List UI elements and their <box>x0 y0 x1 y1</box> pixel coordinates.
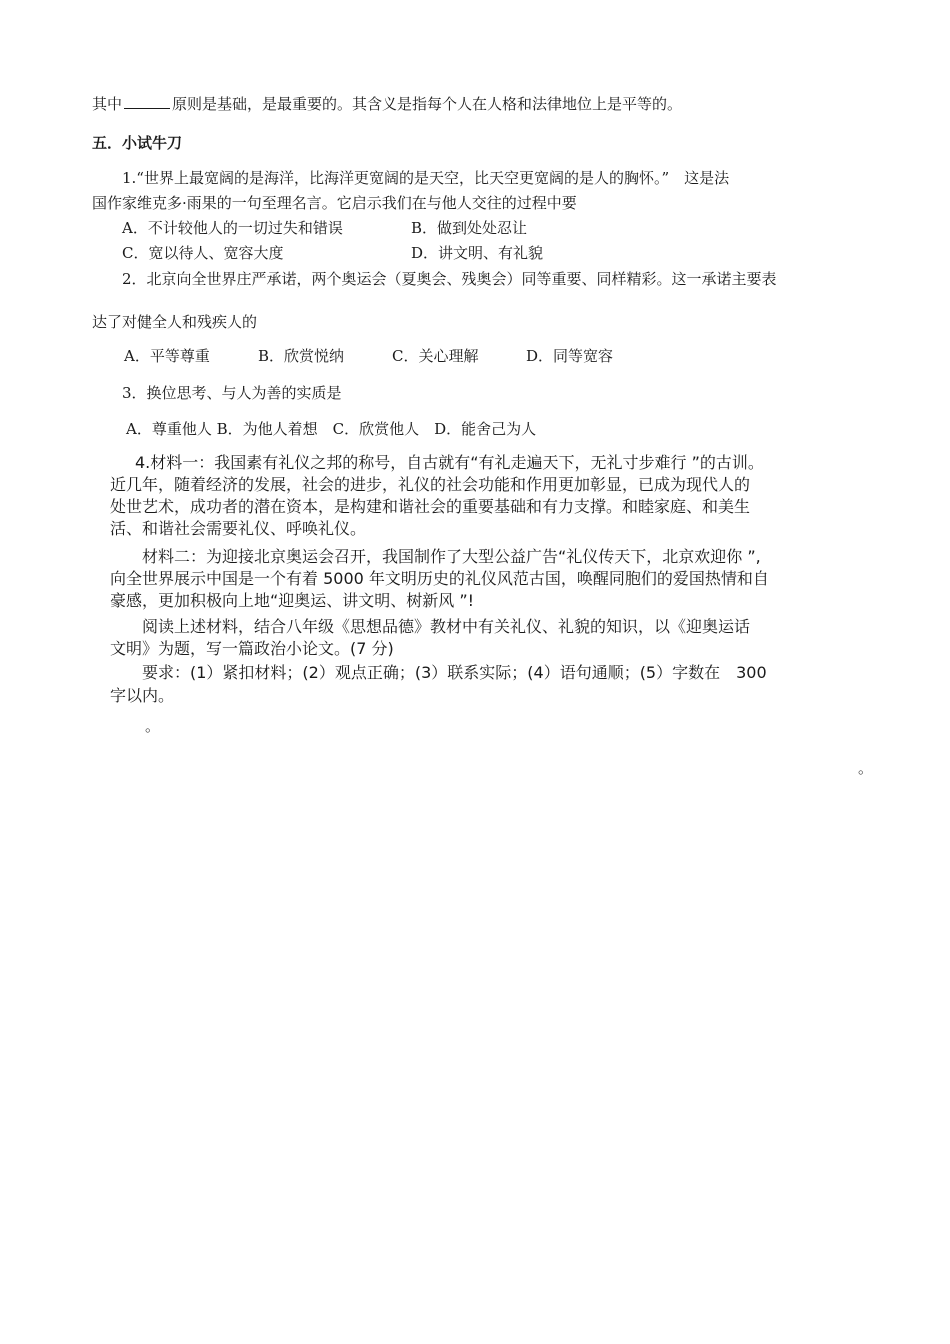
q1-line2: 国作家维克多·雨果的一句至理名言。它启示我们在与他人交往的过程中要 <box>92 194 577 212</box>
intro-prefix: 其中 <box>92 95 123 113</box>
q4-requirements-line2: 字以内。 <box>110 686 175 705</box>
q4-material2-line1: 材料二：为迎接北京奥运会召开，我国制作了大型公益广告“礼仪传天下，北京欢迎你 ”, <box>142 547 761 566</box>
q4-material1-line1: 4.材料一：我国素有礼仪之邦的称号，自古就有“有礼走遍天下，无礼寸步难行 ”的古训。 <box>135 453 764 472</box>
q4-material1-line2: 近几年，随着经济的发展，社会的进步，礼仪的社会功能和作用更加彰显，已成为现代人的 <box>110 475 751 494</box>
stray-period-2: 。 <box>858 759 874 777</box>
intro-suffix: 原则是基础，是最重要的。其含义是指每个人在人格和法律地位上是平等的。 <box>172 95 683 113</box>
stray-period-1: 。 <box>145 717 161 735</box>
q1-option-a[interactable]: A．不计较他人的一切过失和错误 <box>122 219 343 237</box>
q1-options-row1 <box>122 218 527 238</box>
section-heading: 五．小试牛刀 <box>92 134 183 152</box>
q1-line1: 1.“世界上最宽阔的是海洋，比海洋更宽阔的是天空，比天空更宽阔的是人的胸怀。” 这是法 <box>122 169 730 187</box>
q2-options <box>124 346 613 366</box>
q4-material1-line3: 处世艺术，成功者的潜在资本，是构建和谐社会的重要基础和有力支撑。和睦家庭、和美生 <box>110 497 751 516</box>
q2-option-b[interactable]: B．欣赏悦纳 <box>258 347 345 365</box>
q2-line2: 达了对健全人和残疾人的 <box>92 313 258 331</box>
q2-option-c[interactable]: C．关心理解 <box>392 347 479 365</box>
q2-option-a[interactable]: A．平等尊重 <box>124 347 210 365</box>
q4-material2-line2: 向全世界展示中国是一个有着 5000 年文明历史的礼仪风范古国，唤醒同胞们的爱国热情和自 <box>110 569 769 588</box>
q3-line1: 3．换位思考、与人为善的实质是 <box>122 384 342 402</box>
q1-option-b[interactable]: B．做到处处忍让 <box>411 219 528 237</box>
q3-options[interactable]: A．尊重他人 B．为他人着想 C．欣赏他人 D．能舍己为人 <box>126 420 537 438</box>
q2-option-d[interactable]: D．同等宽容 <box>526 347 614 365</box>
q4-material2-line3: 豪感，更加积极向上地“迎奥运、讲文明、树新风 ”! <box>110 591 475 610</box>
q1-options-row2 <box>122 243 543 263</box>
q4-requirements-line1: 要求：(1）紧扣材料；(2）观点正确；(3）联系实际；(4）语句通顺；(5）字数在 300 <box>142 663 767 682</box>
q4-material1-line4: 活、和谐社会需要礼仪、呼唤礼仪。 <box>110 519 367 538</box>
fill-blank[interactable] <box>124 94 170 109</box>
q1-option-d[interactable]: D．讲文明、有礼貌 <box>411 244 544 262</box>
q4-task-line1: 阅读上述材料，结合八年级《思想品德》教材中有关礼仪、礼貌的知识，以《迎奥运话 <box>142 617 751 636</box>
q4-task-line2: 文明》为题，写一篇政治小论文。(7 分) <box>110 639 394 658</box>
intro-line <box>92 94 682 114</box>
q1-option-c[interactable]: C．宽以待人、宽容大度 <box>122 244 284 262</box>
q2-line1: 2．北京向全世界庄严承诺，两个奥运会（夏奥会、残奥会）同等重要、同样精彩。这一承诺主要表 <box>122 270 777 288</box>
